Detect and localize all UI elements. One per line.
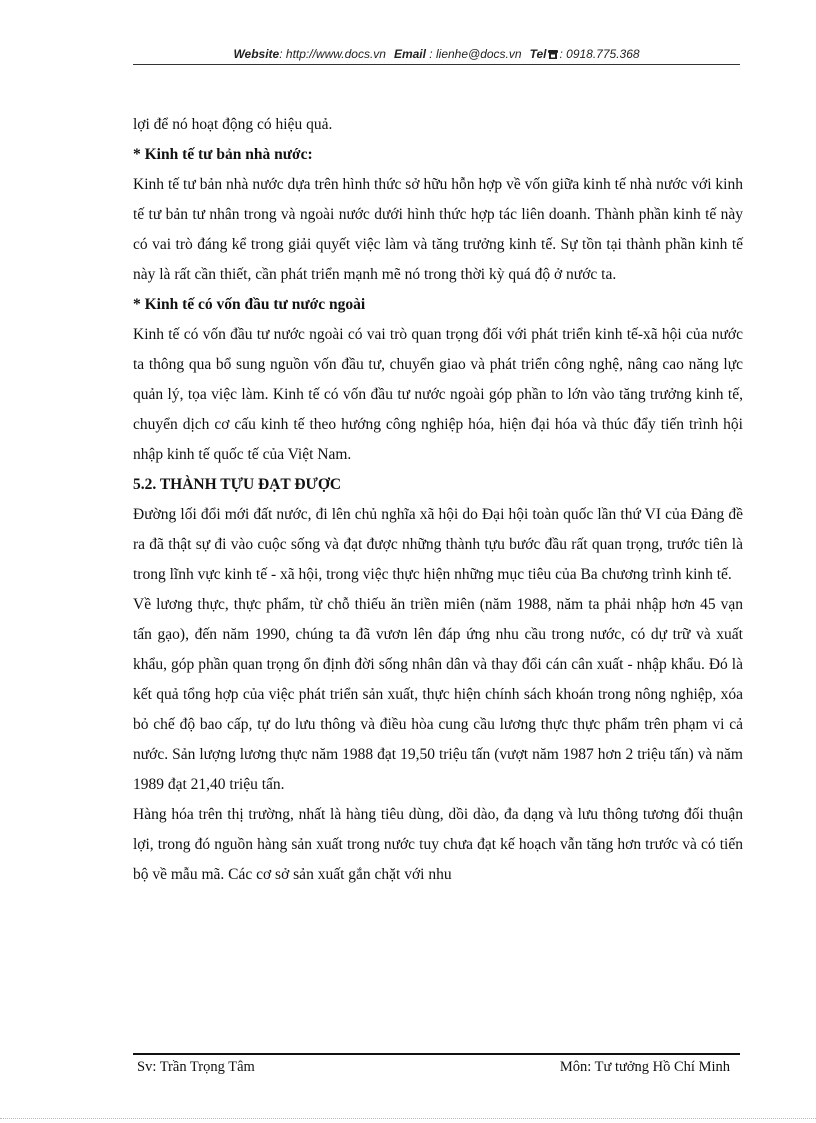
document-body: [133, 110, 743, 890]
tel-value: 0918.775.368: [566, 47, 640, 61]
email-sep: :: [425, 47, 436, 61]
email-label: Email: [393, 47, 426, 61]
phone-icon: [548, 50, 558, 59]
footer-subject: Môn: Tư tưởng Hồ Chí Minh: [559, 1059, 730, 1075]
email-value[interactable]: lienhe@docs.vn: [435, 47, 522, 61]
paragraph-renovation: Đường lối đổi mới đất nước, đi lên chủ nghĩa xã hội do Đại hội toàn quốc lần thứ VI của Đảng đề ra đã thật sự đi vào cuộc sống và đạt được những thành tựu bước đầu rất quan trọng, trước tiên là trong lĩnh vực kinh tế - xã hội, trong việc thực hiện những mục tiêu của Ba chương trình kinh tế.: [133, 506, 743, 583]
page-edge-divider: [0, 1118, 816, 1119]
paragraph-foreign-investment: Kinh tế có vốn đầu tư nước ngoài có vai trò quan trọng đối với phát triển kinh tế-xã hội của nước ta thông qua bổ sung nguồn vốn đầu tư, chuyển giao và phát triển công nghệ, nâng cao năng lực quản lý, tọa việc làm. Kinh tế có vốn đầu tư nước ngoài góp phần to lớn vào tăng trưởng kinh tế, chuyển dịch cơ cấu kinh tế theo hướng công nghiệp hóa, hiện đại hóa và thúc đẩy tiến trình hội nhập kinh tế quốc tế của Việt Nam.: [133, 326, 743, 463]
heading-state-capitalism: * Kinh tế tư bản nhà nước:: [133, 146, 313, 163]
tel-sep: :: [559, 47, 567, 61]
website-sep: :: [279, 47, 286, 61]
heading-foreign-investment: * Kinh tế có vốn đầu tư nước ngoài: [133, 296, 366, 313]
paragraph-goods: Hàng hóa trên thị trường, nhất là hàng tiêu dùng, dồi dào, đa dạng và lưu thông tương đối thuận lợi, trong đó nguồn hàng sản xuất trong nước tuy chưa đạt kế hoạch vẫn tăng hơn trước và có tiến bộ về mẫu mã. Các cơ sở sản xuất gắn chặt với nhu: [133, 806, 743, 883]
paragraph-state-capitalism: Kinh tế tư bản nhà nước dựa trên hình thức sở hữu hỗn hợp về vốn giữa kinh tế nhà nước với kinh tế tư bản tư nhân trong và ngoài nước dưới hình thức hợp tác liên doanh. Thành phần kinh tế này có vai trò đáng kể trong giải quyết việc làm và tăng trưởng kinh tế. Sự tồn tại thành phần kinh tế này là rất cần thiết, cần phát triển mạnh mẽ nó trong thời kỳ quá độ ở nước ta.: [133, 176, 743, 283]
paragraph-continuation: lợi để nó hoạt động có hiệu quả.: [133, 116, 333, 133]
website-label: Website: [233, 47, 280, 61]
page-header: [133, 47, 740, 65]
footer-student: Sv: Trần Trọng Tâm: [137, 1059, 255, 1075]
tel-label: Tel: [529, 47, 547, 61]
page-footer: [133, 1059, 740, 1076]
footer-divider: [133, 1053, 740, 1055]
website-url[interactable]: http://www.docs.vn: [285, 47, 386, 61]
section-heading-achievements: 5.2. THÀNH TỰU ĐẠT ĐƯỢC: [133, 476, 342, 493]
paragraph-food: Về lương thực, thực phẩm, từ chỗ thiếu ăn triền miên (năm 1988, năm ta phải nhập hơn 45 vạn tấn gạo), đến năm 1990, chúng ta đã vươn lên đáp ứng nhu cầu trong nước, có dự trữ và xuất khẩu, góp phần quan trọng ổn định đời sống nhân dân và thay đổi cán cân xuất - nhập khẩu. Đó là kết quả tổng hợp của việc phát triển sản xuất, thực hiện chính sách khoán trong nông nghiệp, xóa bỏ chế độ bao cấp, tự do lưu thông và điều hòa cung cầu lương thực thực phẩm trên phạm vi cả nước. Sản lượng lương thực năm 1988 đạt 19,50 triệu tấn (vượt năm 1987 hơn 2 triệu tấn) và năm 1989 đạt 21,40 triệu tấn.: [133, 596, 743, 793]
